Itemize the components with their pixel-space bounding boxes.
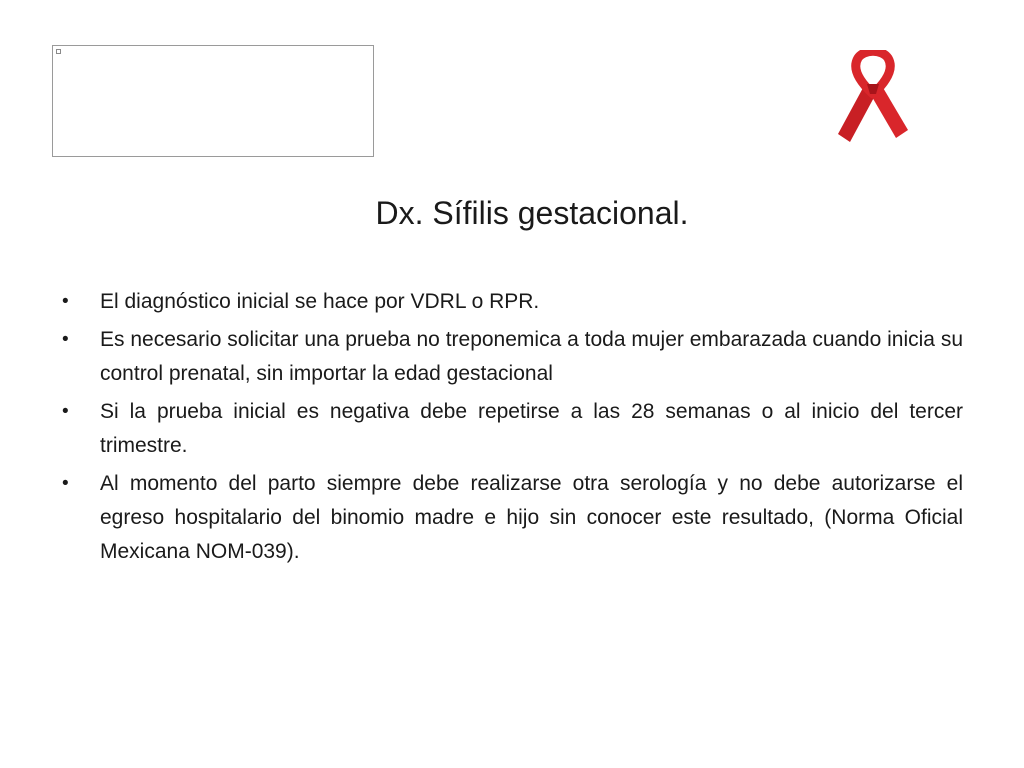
bullet-list (60, 285, 963, 573)
bullet-item (60, 467, 963, 569)
bullet-text: Es necesario solicitar una prueba no treponemica a toda mujer embarazada cuando inicia su control prenatal, sin importar la edad gestacional (100, 328, 963, 385)
bullet-item (60, 323, 963, 391)
bullet-marker: • (62, 401, 69, 422)
awareness-ribbon-icon (838, 50, 908, 145)
bullet-marker: • (62, 473, 69, 494)
bullet-item (60, 285, 963, 319)
bullet-marker: • (62, 291, 69, 312)
slide-title: Dx. Sífilis gestacional. (375, 195, 689, 231)
bullet-text: El diagnóstico inicial se hace por VDRL o RPR. (100, 290, 540, 313)
bullet-text: Al momento del parto siempre debe realizarse otra serología y no debe autorizarse el egreso hospitalario del binomio madre e hijo sin conocer este resultado, (Norma Oficial Mexicana NOM-039). (100, 472, 963, 563)
broken-image-icon (56, 49, 61, 54)
bullet-marker: • (62, 329, 69, 350)
image-placeholder (52, 45, 374, 157)
bullet-text: Si la prueba inicial es negativa debe repetirse a las 28 semanas o al inicio del tercer trimestre. (100, 400, 963, 457)
bullet-item (60, 395, 963, 463)
